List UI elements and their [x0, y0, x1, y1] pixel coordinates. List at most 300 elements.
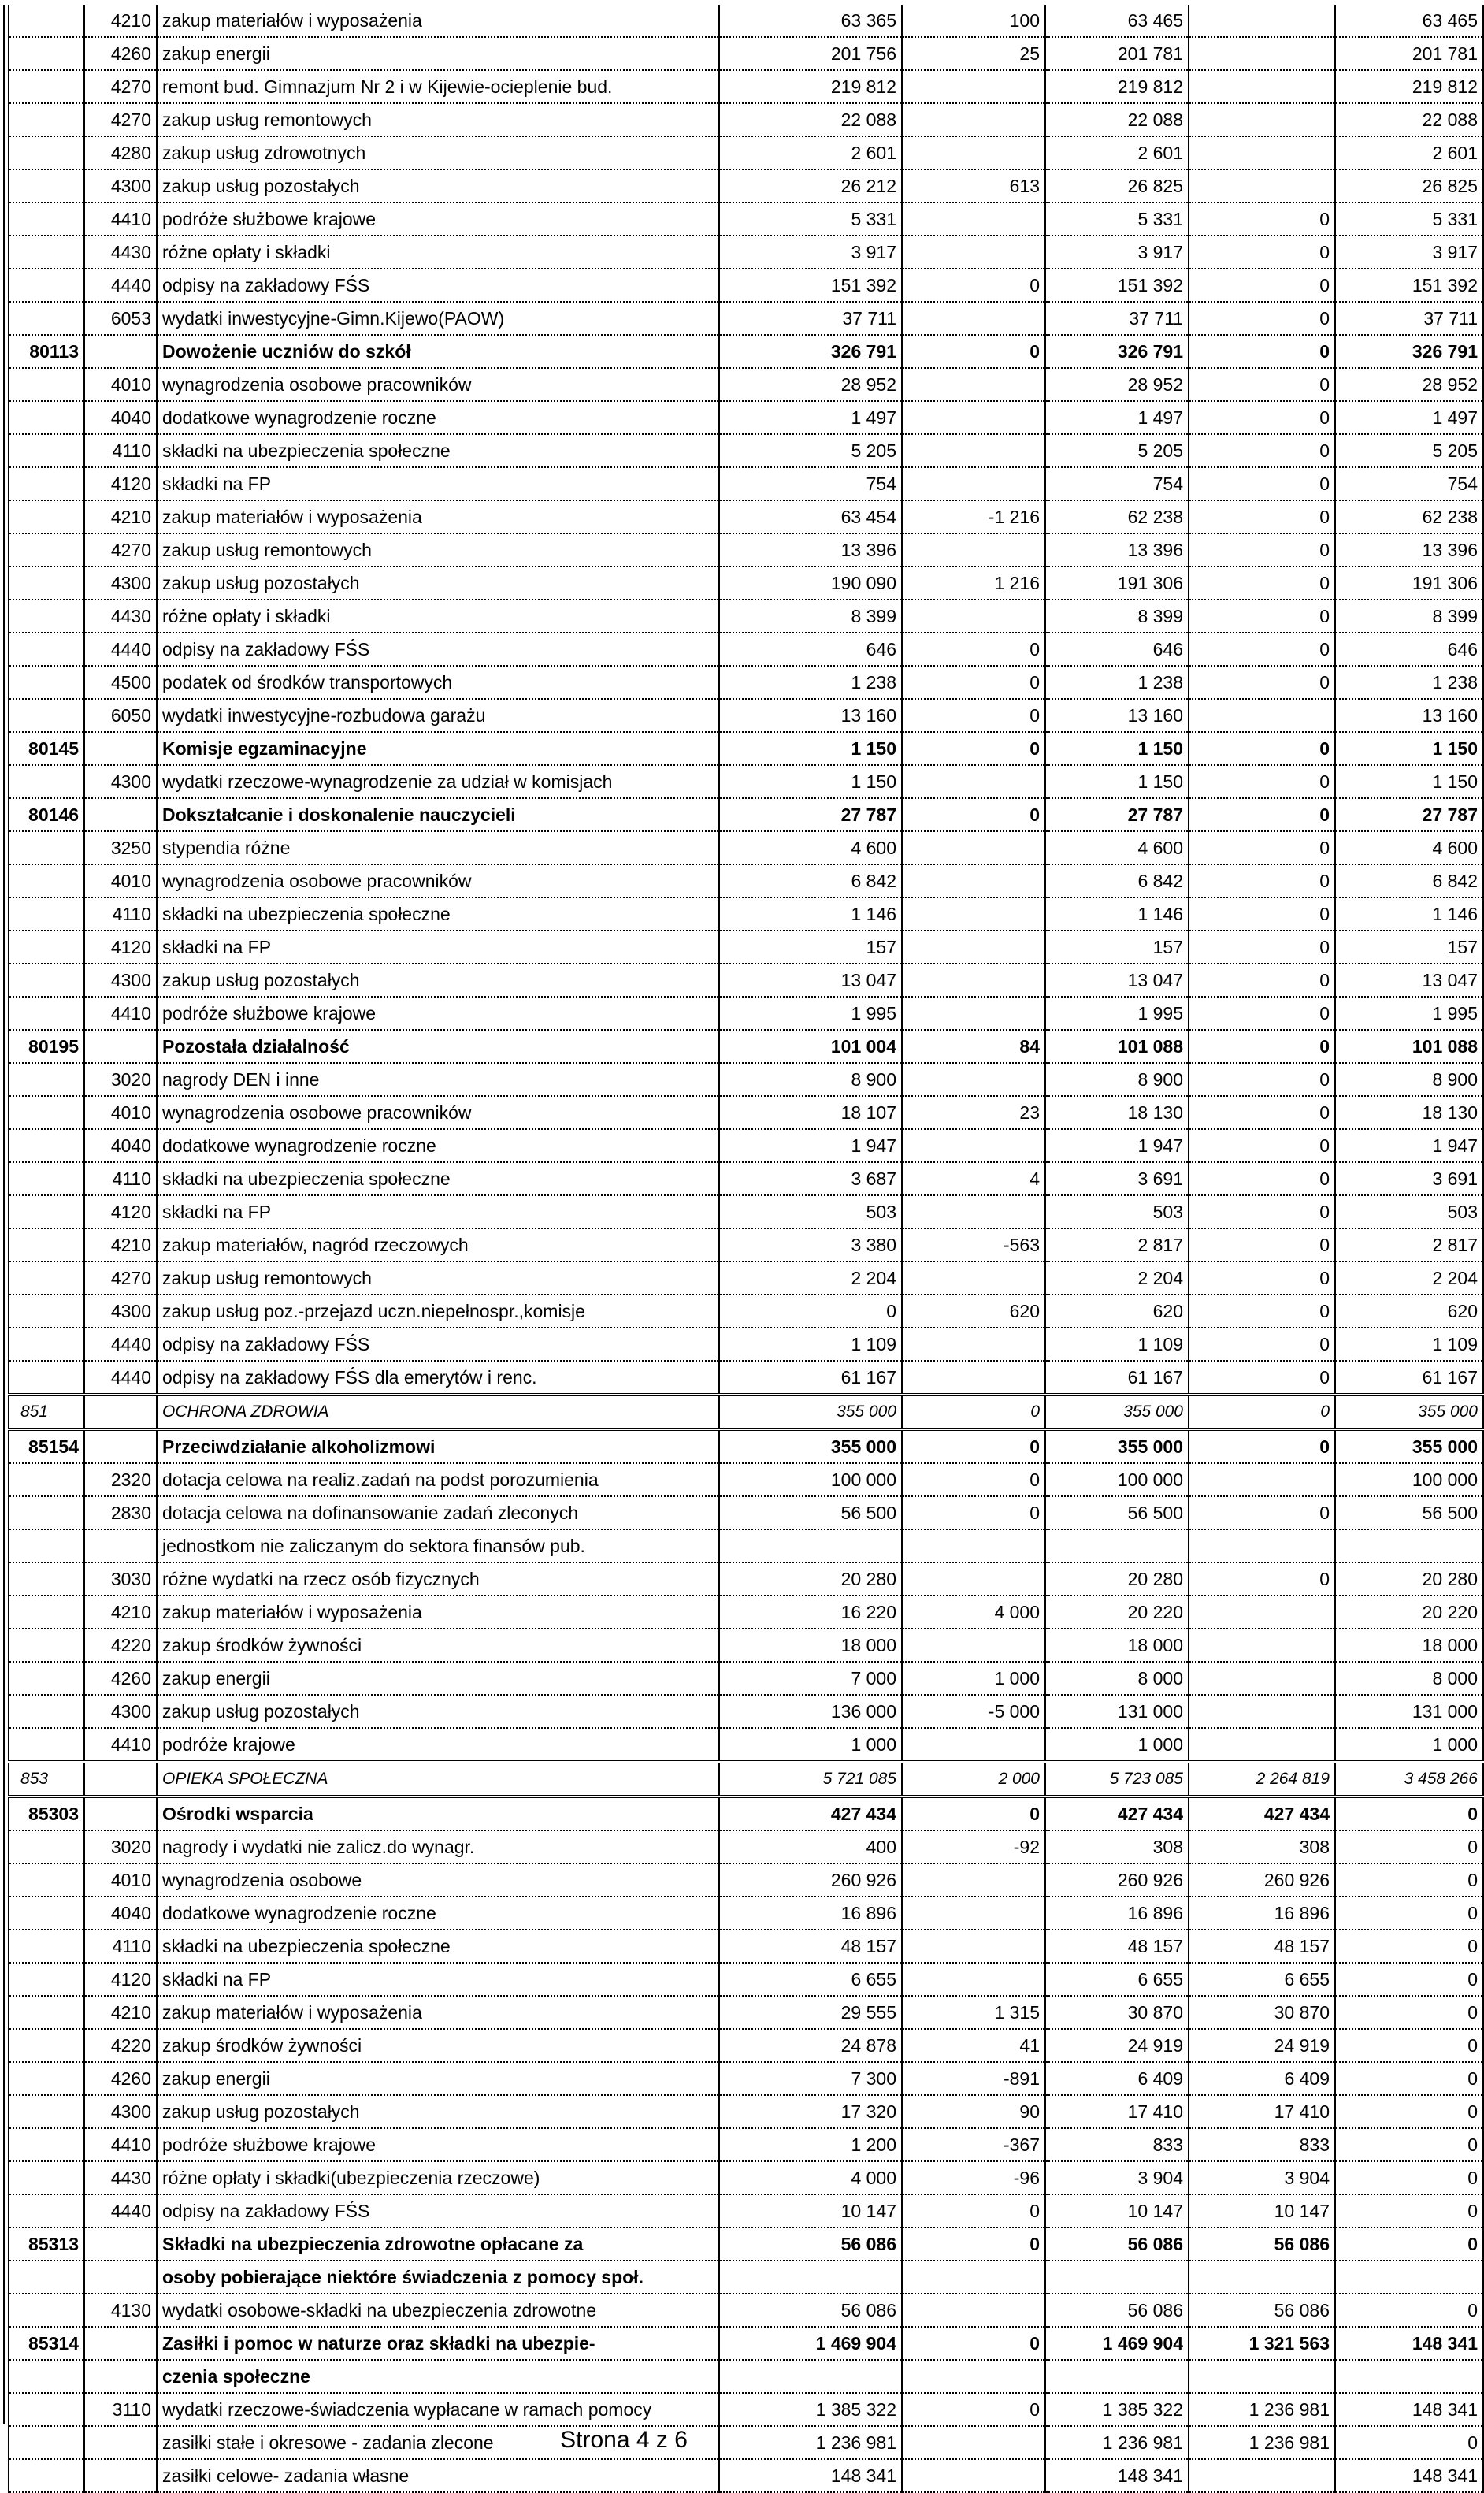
commissioned-amount-cell: 0: [1189, 1261, 1335, 1295]
after-change-amount-cell: 620: [1045, 1295, 1189, 1328]
commissioned-amount-cell: 3 904: [1189, 2161, 1335, 2194]
description-cell: dodatkowe wynagrodzenie roczne: [157, 1897, 719, 1930]
commissioned-amount-cell: 56 086: [1189, 2294, 1335, 2327]
change-amount-cell: [902, 136, 1045, 169]
plan-amount-cell: 355 000: [719, 1395, 902, 1429]
commissioned-amount-cell: 1 321 563: [1189, 2327, 1335, 2360]
chapter-code-cell: [9, 1261, 84, 1295]
commissioned-amount-cell: 1 236 981: [1189, 2393, 1335, 2426]
commissioned-amount-cell: 0: [1189, 1395, 1335, 1429]
description-cell: zakup usług pozostałych: [157, 567, 719, 600]
paragraph-code-cell: 4130: [84, 2294, 157, 2327]
paragraph-code-cell: [84, 1030, 157, 1063]
chapter-code-cell: [9, 500, 84, 533]
change-amount-cell: -563: [902, 1228, 1045, 1261]
change-amount-cell: [902, 533, 1045, 567]
paragraph-row: [9, 1195, 1483, 1228]
plan-amount-cell: 17 320: [719, 2095, 902, 2128]
chapter-code-cell: [9, 169, 84, 202]
after-change-amount-cell: 100 000: [1045, 1463, 1189, 1496]
plan-amount-cell: 24 878: [719, 2029, 902, 2062]
paragraph-code-cell: [84, 1762, 157, 1796]
paragraph-row: [9, 467, 1483, 500]
own-tasks-amount-cell: 1 947: [1335, 1129, 1483, 1162]
chapter-code-cell: [9, 1295, 84, 1328]
paragraph-code-cell: 4010: [84, 864, 157, 897]
after-change-amount-cell: 1 146: [1045, 897, 1189, 931]
paragraph-row: [9, 2095, 1483, 2128]
after-change-amount-cell: [1045, 2261, 1189, 2294]
paragraph-code-cell: 4280: [84, 136, 157, 169]
paragraph-code-cell: 4270: [84, 1261, 157, 1295]
chapter-code-cell: [9, 37, 84, 70]
change-amount-cell: 0: [902, 2393, 1045, 2426]
chapter-row-continuation: [9, 2360, 1483, 2393]
chapter-code-cell: [9, 1897, 84, 1930]
plan-amount-cell: 56 500: [719, 1496, 902, 1529]
paragraph-code-cell: 4120: [84, 467, 157, 500]
change-amount-cell: 0: [902, 1796, 1045, 1830]
paragraph-row: [9, 1261, 1483, 1295]
own-tasks-amount-cell: 20 220: [1335, 1596, 1483, 1629]
own-tasks-amount-cell: 151 392: [1335, 269, 1483, 302]
chapter-code-cell: [9, 1529, 84, 1562]
paragraph-row: [9, 765, 1483, 798]
paragraph-code-cell: 3020: [84, 1063, 157, 1096]
plan-amount-cell: 27 787: [719, 798, 902, 831]
paragraph-row: [9, 1596, 1483, 1629]
own-tasks-amount-cell: 754: [1335, 467, 1483, 500]
chapter-code-cell: [9, 1863, 84, 1897]
after-change-amount-cell: 13 396: [1045, 533, 1189, 567]
change-amount-cell: 0: [902, 2327, 1045, 2360]
change-amount-cell: 0: [902, 2227, 1045, 2261]
after-change-amount-cell: 56 500: [1045, 1496, 1189, 1529]
page-number: Strona 4 z 6: [560, 2427, 688, 2453]
paragraph-code-cell: 4220: [84, 2029, 157, 2062]
paragraph-row: [9, 864, 1483, 897]
change-amount-cell: 0: [902, 666, 1045, 699]
description-cell: zakup energii: [157, 2062, 719, 2095]
description-cell: podróże krajowe: [157, 1728, 719, 1762]
commissioned-amount-cell: 833: [1189, 2128, 1335, 2161]
chapter-code-cell: [9, 567, 84, 600]
chapter-code-cell: [9, 831, 84, 864]
change-amount-cell: [902, 600, 1045, 633]
after-change-amount-cell: 63 465: [1045, 5, 1189, 37]
after-change-amount-cell: 17 410: [1045, 2095, 1189, 2128]
change-amount-cell: 4: [902, 1162, 1045, 1195]
paragraph-code-cell: 4270: [84, 70, 157, 103]
chapter-code-cell: [9, 666, 84, 699]
chapter-code-cell: [9, 2459, 84, 2492]
change-amount-cell: [902, 997, 1045, 1030]
plan-amount-cell: 2 601: [719, 136, 902, 169]
description-cell: czenia społeczne: [157, 2360, 719, 2393]
after-change-amount-cell: 1 469 904: [1045, 2327, 1189, 2360]
plan-amount-cell: 219 812: [719, 70, 902, 103]
change-amount-cell: 100: [902, 5, 1045, 37]
own-tasks-amount-cell: 18 000: [1335, 1629, 1483, 1662]
description-cell: zakup usług pozostałych: [157, 1695, 719, 1728]
paragraph-row: [9, 897, 1483, 931]
paragraph-code-cell: [84, 732, 157, 765]
paragraph-code-cell: [84, 335, 157, 368]
commissioned-amount-cell: 10 147: [1189, 2194, 1335, 2227]
change-amount-cell: [902, 864, 1045, 897]
own-tasks-amount-cell: 8 399: [1335, 600, 1483, 633]
change-amount-cell: [902, 964, 1045, 997]
description-cell: Składki na ubezpieczenia zdrowotne opłacane za: [157, 2227, 719, 2261]
description-cell: osoby pobierające niektóre świadczenia z pomocy społ.: [157, 2261, 719, 2294]
commissioned-amount-cell: 0: [1189, 1562, 1335, 1596]
change-amount-cell: 2 000: [902, 1762, 1045, 1796]
commissioned-amount-cell: 427 434: [1189, 1796, 1335, 1830]
paragraph-code-cell: [84, 798, 157, 831]
chapter-code-cell: [9, 897, 84, 931]
plan-amount-cell: 48 157: [719, 1930, 902, 1963]
change-amount-cell: [902, 897, 1045, 931]
plan-amount-cell: 8 900: [719, 1063, 902, 1096]
commissioned-amount-cell: [1189, 699, 1335, 732]
after-change-amount-cell: 22 088: [1045, 103, 1189, 136]
after-change-amount-cell: 427 434: [1045, 1796, 1189, 1830]
chapter-code-cell: 85314: [9, 2327, 84, 2360]
after-change-amount-cell: 56 086: [1045, 2294, 1189, 2327]
own-tasks-amount-cell: 191 306: [1335, 567, 1483, 600]
change-amount-cell: 90: [902, 2095, 1045, 2128]
paragraph-code-cell: 4300: [84, 169, 157, 202]
own-tasks-amount-cell: 5 331: [1335, 202, 1483, 236]
own-tasks-amount-cell: 0: [1335, 1963, 1483, 1996]
change-amount-cell: [902, 1063, 1045, 1096]
paragraph-row: [9, 1295, 1483, 1328]
change-amount-cell: 0: [902, 1463, 1045, 1496]
paragraph-code-cell: [84, 2261, 157, 2294]
paragraph-code-cell: 4410: [84, 1728, 157, 1762]
after-change-amount-cell: 2 204: [1045, 1261, 1189, 1295]
plan-amount-cell: [719, 2360, 902, 2393]
plan-amount-cell: 1 469 904: [719, 2327, 902, 2360]
commissioned-amount-cell: 0: [1189, 997, 1335, 1030]
paragraph-code-cell: [84, 2360, 157, 2393]
description-cell: składki na ubezpieczenia społeczne: [157, 897, 719, 931]
own-tasks-amount-cell: 0: [1335, 1897, 1483, 1930]
chapter-code-cell: [9, 202, 84, 236]
commissioned-amount-cell: [1189, 1596, 1335, 1629]
plan-amount-cell: 7 300: [719, 2062, 902, 2095]
paragraph-row: [9, 500, 1483, 533]
commissioned-amount-cell: 0: [1189, 1195, 1335, 1228]
after-change-amount-cell: 131 000: [1045, 1695, 1189, 1728]
after-change-amount-cell: 1 497: [1045, 401, 1189, 434]
own-tasks-amount-cell: 1 995: [1335, 997, 1483, 1030]
paragraph-row: [9, 699, 1483, 732]
after-change-amount-cell: 30 870: [1045, 1996, 1189, 2029]
paragraph-code-cell: 4010: [84, 1096, 157, 1129]
own-tasks-amount-cell: 0: [1335, 1830, 1483, 1863]
chapter-code-cell: 80145: [9, 732, 84, 765]
plan-amount-cell: 4 000: [719, 2161, 902, 2194]
commissioned-amount-cell: 0: [1189, 964, 1335, 997]
paragraph-row: [9, 1096, 1483, 1129]
chapter-code-cell: [9, 2294, 84, 2327]
paragraph-row: [9, 567, 1483, 600]
chapter-row: [9, 798, 1483, 831]
chapter-code-cell: [9, 1195, 84, 1228]
chapter-code-cell: 80146: [9, 798, 84, 831]
description-cell: dotacja celowa na realiz.zadań na podst porozumienia: [157, 1463, 719, 1496]
change-amount-cell: 613: [902, 169, 1045, 202]
paragraph-row: [9, 1228, 1483, 1261]
commissioned-amount-cell: [1189, 70, 1335, 103]
chapter-code-cell: [9, 1930, 84, 1963]
plan-amount-cell: 260 926: [719, 1863, 902, 1897]
plan-amount-cell: 18 000: [719, 1629, 902, 1662]
paragraph-row: [9, 1695, 1483, 1728]
paragraph-row: [9, 964, 1483, 997]
change-amount-cell: 0: [902, 2194, 1045, 2227]
own-tasks-amount-cell: 2 204: [1335, 1261, 1483, 1295]
description-cell: wynagrodzenia osobowe pracowników: [157, 368, 719, 401]
own-tasks-amount-cell: 100 000: [1335, 1463, 1483, 1496]
after-change-amount-cell: 157: [1045, 931, 1189, 964]
paragraph-code-cell: 4260: [84, 1662, 157, 1695]
own-tasks-amount-cell: 13 396: [1335, 533, 1483, 567]
plan-amount-cell: 13 047: [719, 964, 902, 997]
description-cell: składki na FP: [157, 1963, 719, 1996]
description-cell: różne wydatki na rzecz osób fizycznych: [157, 1562, 719, 1596]
plan-amount-cell: 28 952: [719, 368, 902, 401]
commissioned-amount-cell: [1189, 1463, 1335, 1496]
after-change-amount-cell: 308: [1045, 1830, 1189, 1863]
description-cell: Dokształcanie i doskonalenie nauczycieli: [157, 798, 719, 831]
chapter-row: [9, 2227, 1483, 2261]
plan-amount-cell: 646: [719, 633, 902, 666]
commissioned-amount-cell: [1189, 136, 1335, 169]
after-change-amount-cell: 8 000: [1045, 1662, 1189, 1695]
after-change-amount-cell: 24 919: [1045, 2029, 1189, 2062]
plan-amount-cell: 1 497: [719, 401, 902, 434]
chapter-code-cell: 85154: [9, 1429, 84, 1463]
change-amount-cell: [902, 202, 1045, 236]
paragraph-row: [9, 2294, 1483, 2327]
paragraph-row: [9, 1496, 1483, 1529]
description-cell: zakup materiałów i wyposażenia: [157, 5, 719, 37]
change-amount-cell: 1 315: [902, 1996, 1045, 2029]
paragraph-row: [9, 2029, 1483, 2062]
paragraph-code-cell: [84, 1395, 157, 1429]
paragraph-row: [9, 1129, 1483, 1162]
description-cell: podatek od środków transportowych: [157, 666, 719, 699]
chapter-code-cell: [9, 1728, 84, 1762]
commissioned-amount-cell: 56 086: [1189, 2227, 1335, 2261]
change-amount-cell: [902, 1195, 1045, 1228]
own-tasks-amount-cell: 0: [1335, 2029, 1483, 2062]
chapter-row: [9, 2327, 1483, 2360]
commissioned-amount-cell: 0: [1189, 798, 1335, 831]
description-cell: podróże służbowe krajowe: [157, 2128, 719, 2161]
paragraph-code-cell: 4120: [84, 1195, 157, 1228]
change-amount-cell: [902, 368, 1045, 401]
paragraph-row: [9, 2393, 1483, 2426]
commissioned-amount-cell: 17 410: [1189, 2095, 1335, 2128]
chapter-code-cell: [9, 533, 84, 567]
chapter-code-cell: [9, 1063, 84, 1096]
chapter-code-cell: [9, 401, 84, 434]
own-tasks-amount-cell: 0: [1335, 2194, 1483, 2227]
paragraph-code-cell: 2830: [84, 1496, 157, 1529]
plan-amount-cell: [719, 2261, 902, 2294]
paragraph-code-cell: 6050: [84, 699, 157, 732]
description-cell: zakup materiałów i wyposażenia: [157, 500, 719, 533]
chapter-code-cell: [9, 2393, 84, 2426]
after-change-amount-cell: 260 926: [1045, 1863, 1189, 1897]
paragraph-code-cell: 4010: [84, 1863, 157, 1897]
paragraph-row: [9, 1562, 1483, 1596]
chapter-code-cell: [9, 964, 84, 997]
plan-amount-cell: 503: [719, 1195, 902, 1228]
description-cell: składki na ubezpieczenia społeczne: [157, 434, 719, 467]
after-change-amount-cell: 48 157: [1045, 1930, 1189, 1963]
change-amount-cell: [902, 467, 1045, 500]
paragraph-code-cell: 4430: [84, 600, 157, 633]
after-change-amount-cell: 101 088: [1045, 1030, 1189, 1063]
commissioned-amount-cell: 0: [1189, 1429, 1335, 1463]
own-tasks-amount-cell: 0: [1335, 2062, 1483, 2095]
change-amount-cell: [902, 831, 1045, 864]
paragraph-code-cell: 4430: [84, 236, 157, 269]
expenditure-table: [8, 5, 1484, 2493]
own-tasks-amount-cell: 27 787: [1335, 798, 1483, 831]
change-amount-cell: [902, 401, 1045, 434]
plan-amount-cell: 400: [719, 1830, 902, 1863]
plan-amount-cell: 201 756: [719, 37, 902, 70]
plan-amount-cell: 6 655: [719, 1963, 902, 1996]
paragraph-code-cell: 4110: [84, 1162, 157, 1195]
plan-amount-cell: 56 086: [719, 2294, 902, 2327]
paragraph-code-cell: 4040: [84, 1897, 157, 1930]
plan-amount-cell: 29 555: [719, 1996, 902, 2029]
description-cell: Dowożenie uczniów do szkół: [157, 335, 719, 368]
description-cell: nagrody i wydatki nie zalicz.do wynagr.: [157, 1830, 719, 1863]
description-cell: zakup usług pozostałych: [157, 169, 719, 202]
chapter-row: [9, 732, 1483, 765]
commissioned-amount-cell: 0: [1189, 1228, 1335, 1261]
paragraph-row: [9, 2062, 1483, 2095]
plan-amount-cell: 1 238: [719, 666, 902, 699]
description-cell: wydatki inwestycyjne-Gimn.Kijewo(PAOW): [157, 302, 719, 335]
chapter-code-cell: [9, 765, 84, 798]
paragraph-row: [9, 136, 1483, 169]
commissioned-amount-cell: [1189, 1529, 1335, 1562]
paragraph-code-cell: 4440: [84, 1328, 157, 1361]
change-amount-cell: 0: [902, 633, 1045, 666]
own-tasks-amount-cell: 326 791: [1335, 335, 1483, 368]
paragraph-code-cell: 4120: [84, 931, 157, 964]
description-cell: zakup środków żywności: [157, 2029, 719, 2062]
own-tasks-amount-cell: 5 205: [1335, 434, 1483, 467]
paragraph-row: [9, 600, 1483, 633]
own-tasks-amount-cell: 56 500: [1335, 1496, 1483, 1529]
paragraph-code-cell: [84, 2327, 157, 2360]
paragraph-code-cell: 4260: [84, 37, 157, 70]
paragraph-code-cell: 3030: [84, 1562, 157, 1596]
commissioned-amount-cell: 30 870: [1189, 1996, 1335, 2029]
paragraph-code-cell: 4410: [84, 202, 157, 236]
description-cell: składki na FP: [157, 467, 719, 500]
own-tasks-amount-cell: 28 952: [1335, 368, 1483, 401]
paragraph-row: [9, 302, 1483, 335]
after-change-amount-cell: 1 995: [1045, 997, 1189, 1030]
own-tasks-amount-cell: 646: [1335, 633, 1483, 666]
commissioned-amount-cell: 0: [1189, 1063, 1335, 1096]
own-tasks-amount-cell: [1335, 1529, 1483, 1562]
paragraph-code-cell: 4210: [84, 1228, 157, 1261]
change-amount-cell: -1 216: [902, 500, 1045, 533]
plan-amount-cell: 1 995: [719, 997, 902, 1030]
description-cell: wydatki osobowe-składki na ubezpieczenia zdrowotne: [157, 2294, 719, 2327]
commissioned-amount-cell: 0: [1189, 335, 1335, 368]
after-change-amount-cell: 6 409: [1045, 2062, 1189, 2095]
commissioned-amount-cell: 0: [1189, 931, 1335, 964]
change-amount-cell: 0: [902, 798, 1045, 831]
chapter-code-cell: [9, 931, 84, 964]
plan-amount-cell: 1 150: [719, 765, 902, 798]
description-cell: zakup materiałów, nagród rzeczowych: [157, 1228, 719, 1261]
description-cell: wydatki rzeczowe-świadczenia wypłacane w ramach pomocy: [157, 2393, 719, 2426]
description-cell: OPIEKA SPOŁECZNA: [157, 1762, 719, 1796]
change-amount-cell: 23: [902, 1096, 1045, 1129]
plan-amount-cell: 6 842: [719, 864, 902, 897]
commissioned-amount-cell: 0: [1189, 567, 1335, 600]
commissioned-amount-cell: 0: [1189, 302, 1335, 335]
description-cell: różne opłaty i składki(ubezpieczenia rzeczowe): [157, 2161, 719, 2194]
own-tasks-amount-cell: 219 812: [1335, 70, 1483, 103]
paragraph-code-cell: 4260: [84, 2062, 157, 2095]
own-tasks-amount-cell: 0: [1335, 2426, 1483, 2459]
commissioned-amount-cell: 0: [1189, 897, 1335, 931]
after-change-amount-cell: 10 147: [1045, 2194, 1189, 2227]
after-change-amount-cell: 2 601: [1045, 136, 1189, 169]
plan-amount-cell: 13 396: [719, 533, 902, 567]
commissioned-amount-cell: [1189, 1662, 1335, 1695]
commissioned-amount-cell: 0: [1189, 368, 1335, 401]
paragraph-code-cell: 4410: [84, 997, 157, 1030]
paragraph-row: [9, 5, 1483, 37]
paragraph-row: [9, 1830, 1483, 1863]
commissioned-amount-cell: 0: [1189, 1030, 1335, 1063]
paragraph-row: [9, 533, 1483, 567]
plan-amount-cell: 20 280: [719, 1562, 902, 1596]
chapter-code-cell: [9, 70, 84, 103]
chapter-code-cell: [9, 302, 84, 335]
paragraph-row: [9, 401, 1483, 434]
chapter-code-cell: [9, 699, 84, 732]
change-amount-cell: -96: [902, 2161, 1045, 2194]
own-tasks-amount-cell: 0: [1335, 1996, 1483, 2029]
plan-amount-cell: 5 721 085: [719, 1762, 902, 1796]
change-amount-cell: [902, 70, 1045, 103]
chapter-code-cell: [9, 2261, 84, 2294]
commissioned-amount-cell: 0: [1189, 732, 1335, 765]
commissioned-amount-cell: 0: [1189, 434, 1335, 467]
paragraph-code-cell: 4300: [84, 964, 157, 997]
paragraph-row: [9, 1629, 1483, 1662]
commissioned-amount-cell: 0: [1189, 1496, 1335, 1529]
chapter-code-cell: [9, 368, 84, 401]
after-change-amount-cell: 16 896: [1045, 1897, 1189, 1930]
